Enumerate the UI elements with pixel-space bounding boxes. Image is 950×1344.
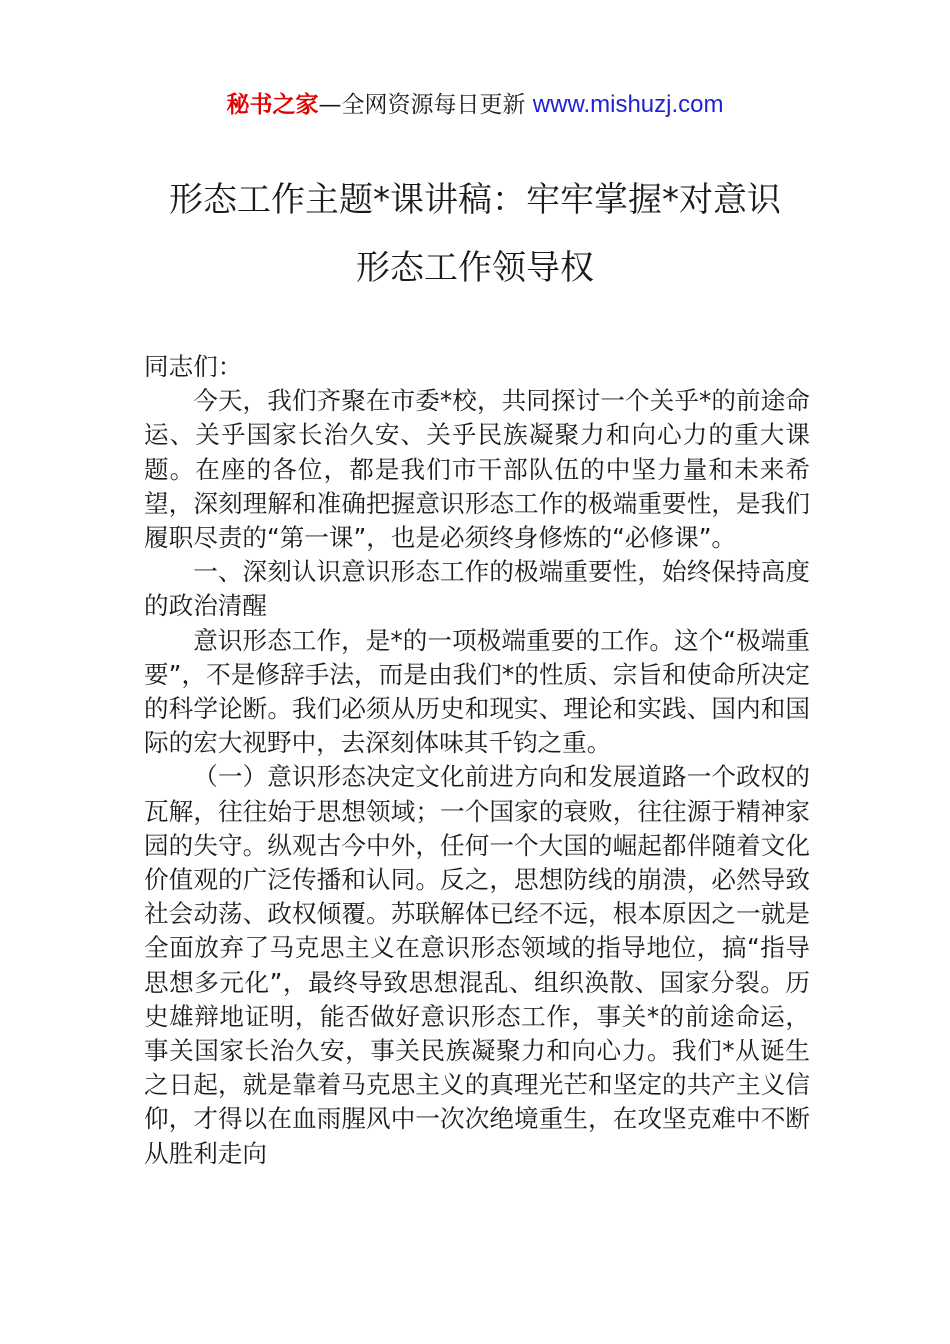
document-title-line-2: 形态工作领导权 [356,248,594,288]
body-paragraph: 意识形态工作，是*的一项极端重要的工作。这个“极端重要”，不是修辞手法，而是由我们*的性质、宗旨和使命所决定的科学论断。我们必须从历史和现实、理论和实践、国内和国际的宏大视野中，去深刻体味其千钧之重。 [144,625,810,758]
site-url-link[interactable]: www.mishuzj.com [532,91,724,118]
section-heading: 一、深刻认识意识形态工作的极端重要性，始终保持高度的政治清醒 [144,557,810,621]
document-title-line-1: 形态工作主题*课讲稿：牢牢掌握*对意识 [169,180,781,220]
body-paragraph: （一）意识形态决定文化前进方向和发展道路一个政权的瓦解，往往始于思想领域；一个国家的衰败，往往源于精神家园的失守。纵观古今中外，任何一个大国的崛起都伴随着文化价值观的广泛传播和认同。反之，思想防线的崩溃，必然导致社会动荡、政权倾覆。苏联解体已经不远，根本原因之一就是全面放弃了马克思主义在意识形态领域的指导地位，搞“指导思想多元化”，最终导致思想混乱、组织涣散、国家分裂。历史雄辩地证明，能否做好意识形态工作，事关*的前途命运，事关国家长治久安，事关民族凝聚力和向心力。我们*从诞生之日起，就是靠着马克思主义的真理光芒和坚定的共产主义信仰，才得以在血雨腥风中一次次绝境重生，在攻坚克难中不断从胜利走向 [144,762,810,1168]
site-name: 秘书之家 [226,92,319,118]
document-body [144,350,810,1171]
document-title [100,166,850,302]
body-paragraph: 今天，我们齐聚在市委*校，共同探讨一个关乎*的前途命运、关乎国家长治久安、关乎民族凝聚力和向心力的重大课题。在座的各位，都是我们市干部队伍的中坚力量和未来希望，深刻理解和准确把握意识形态工作的极端重要性，是我们履职尽责的“第一课”，也是必须终身修炼的“必修课”。 [144,386,810,553]
page-header [0,90,950,120]
site-tagline: —全网资源每日更新 [318,92,526,118]
salutation: 同志们： [144,352,243,381]
